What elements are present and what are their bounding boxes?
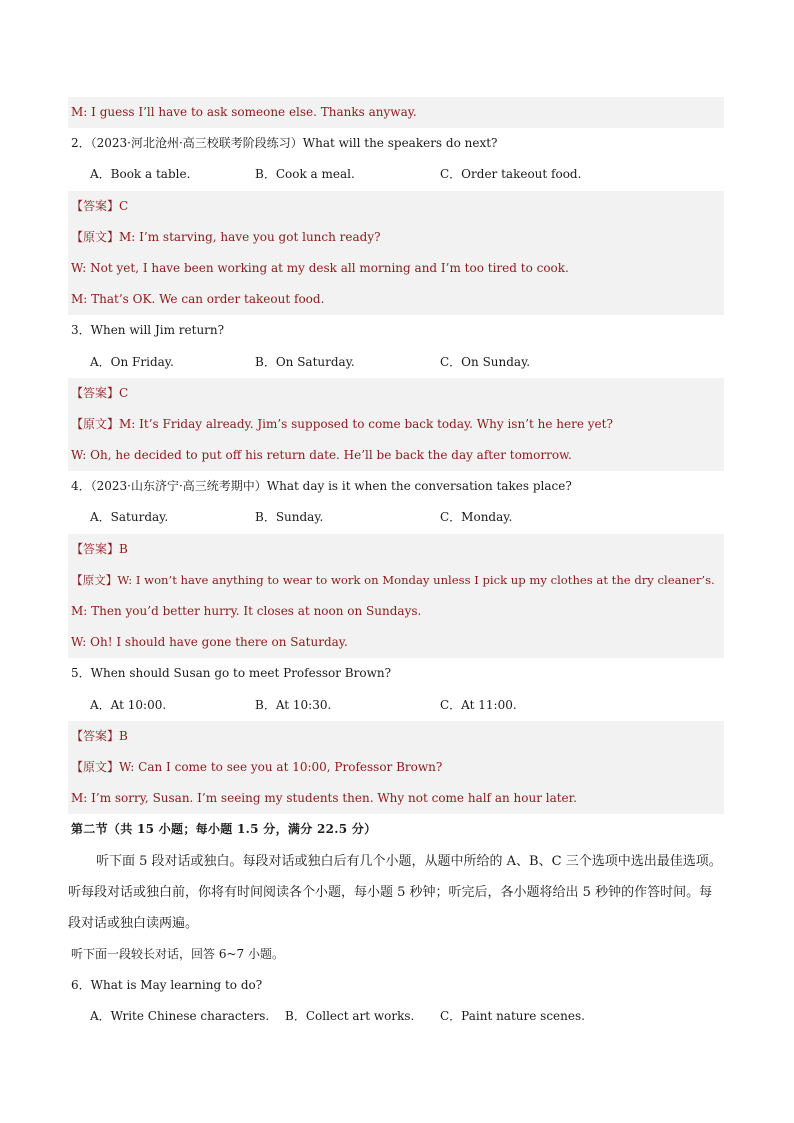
q2-answer <box>68 191 724 222</box>
q2-transcript-line-2: W: Not yet, I have been working at my desk all morning and I’m too tired to cook. <box>68 253 724 284</box>
transcript-tag: 【原文】 <box>71 759 120 774</box>
q4-option-b: B．Sunday. <box>255 510 324 525</box>
q5-options <box>68 690 724 721</box>
q3-transcript-1 <box>68 409 724 440</box>
q4-transcript-line-2: M: Then you’d better hurry. It closes at noon on Sundays. <box>68 596 724 627</box>
answer-tag: 【答案】 <box>71 541 120 556</box>
answer-tag: 【答案】 <box>71 728 120 743</box>
q4-option-c: C．Monday. <box>440 510 513 525</box>
q3-transcript-line-1: M: It’s Friday already. Jim’s supposed to come back today. Why isn’t he here yet? <box>119 416 613 431</box>
q4-answer <box>68 534 724 565</box>
q2-transcript-line-1: M: I’m starving, have you got lunch ready? <box>119 229 381 244</box>
exam-page <box>68 97 724 1033</box>
q5-transcript-line-2: M: I’m sorry, Susan. I’m seeing my students then. Why not come half an hour later. <box>68 783 724 814</box>
q3-transcript-line-2: W: Oh, he decided to put off his return date. He’ll be back the day after tomorrow. <box>68 440 724 471</box>
section2-instructions <box>68 846 724 940</box>
q2-stem: 2．（2023·河北沧州·高三校联考阶段练习）What will the speakers do next? <box>71 136 498 151</box>
q6-option-b: B．Collect art works. <box>285 1009 415 1024</box>
q5-answer-value: B <box>119 728 128 743</box>
q5-stem: 5．When should Susan go to meet Professor Brown? <box>71 666 392 681</box>
q5-option-a: A．At 10:00. <box>90 697 167 712</box>
q2-options <box>68 159 724 190</box>
q4-transcript-line-1: W: I won’t have anything to wear to work on Monday unless I pick up my clothes at the dry cleaner’s. <box>117 572 715 587</box>
q2-option-c: C．Order takeout food. <box>440 167 582 182</box>
q1-transcript-line-m: M: I guess I’ll have to ask someone else. Thanks anyway. <box>68 97 724 128</box>
answer-tag: 【答案】 <box>71 198 120 213</box>
q5-answer <box>68 721 724 752</box>
q3-options <box>68 347 724 378</box>
q2-transcript-1 <box>68 222 724 253</box>
q3-option-c: C．On Sunday. <box>440 354 531 369</box>
q2-option-a: A．Book a table. <box>90 167 191 182</box>
q3-answer <box>68 378 724 409</box>
transcript-tag: 【原文】 <box>71 572 118 587</box>
q2-answer-value: C <box>119 198 129 213</box>
section2-title: 第二节（共 15 小题；每小题 1.5 分，满分 22.5 分） <box>71 822 377 837</box>
transcript-tag: 【原文】 <box>71 229 120 244</box>
q4-transcript-line-3: W: Oh! I should have gone there on Saturday. <box>68 627 724 658</box>
q4-answer-value: B <box>119 541 128 556</box>
q5-option-c: C．At 11:00. <box>440 697 517 712</box>
q5-option-b: B．At 10:30. <box>255 697 332 712</box>
q6-option-c: C．Paint nature scenes. <box>440 1009 585 1024</box>
q4-option-a: A．Saturday. <box>90 510 169 525</box>
q6-stem: 6．What is May learning to do? <box>71 978 263 993</box>
q6-options <box>68 1001 724 1032</box>
transcript-tag: 【原文】 <box>71 416 120 431</box>
q4-options <box>68 502 724 533</box>
q3-option-b: B．On Saturday. <box>255 354 355 369</box>
q4-transcript-1 <box>68 565 724 596</box>
section2-instructions-text: 听下面 5 段对话或独白。每段对话或独白后有几个小题，从题中所给的 A、B、C 三个选项中选出最佳选项。听每段对话或独白前，你将有时间阅读各个小题，每小题 5 秒钟；听完后，各小题将给出 5 秒钟的作答时间。每段对话或独白读两遍。 <box>68 853 722 931</box>
q5-transcript-line-1: W: Can I come to see you at 10:00, Professor Brown? <box>119 759 443 774</box>
q6-option-a: A．Write Chinese characters. <box>90 1009 270 1024</box>
q2-transcript-line-3: M: That’s OK. We can order takeout food. <box>68 284 724 315</box>
dialog-intro: 听下面一段较长对话，回答 6~7 小题。 <box>71 947 284 962</box>
q5-transcript-1 <box>68 752 724 783</box>
q4-stem: 4．（2023·山东济宁·高三统考期中）What day is it when the conversation takes place? <box>71 479 572 494</box>
q3-answer-value: C <box>119 385 129 400</box>
answer-tag: 【答案】 <box>71 385 120 400</box>
q3-option-a: A．On Friday. <box>90 354 174 369</box>
q2-option-b: B．Cook a meal. <box>255 167 355 182</box>
q3-stem: 3．When will Jim return? <box>71 323 225 338</box>
